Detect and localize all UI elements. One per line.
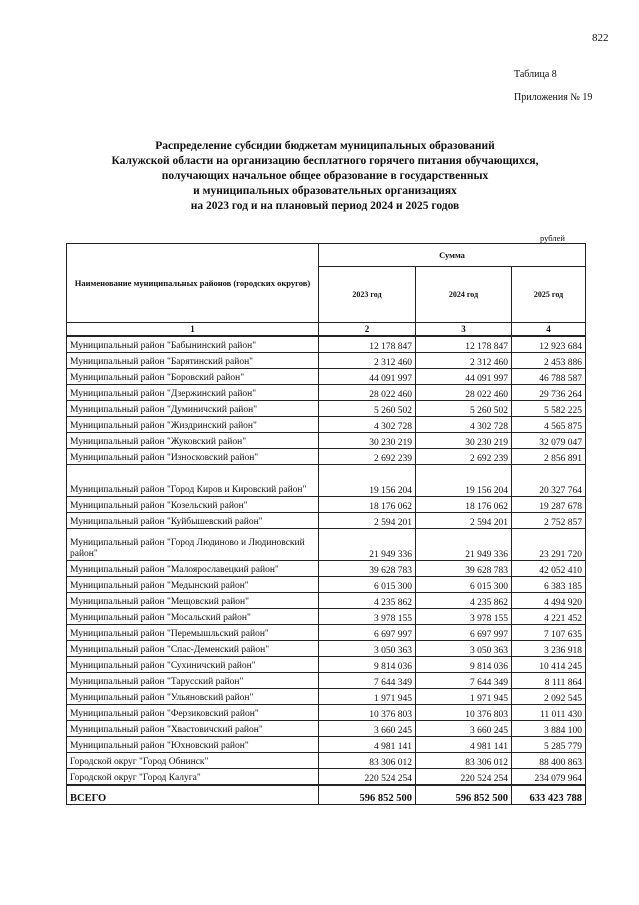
table-row [67, 593, 586, 609]
value-2025: 5 285 779 [512, 737, 586, 753]
row-name: Городской округ "Город Калуга" [67, 769, 319, 786]
table-row [67, 449, 586, 465]
column-number: 3 [416, 323, 512, 337]
value-2025: 12 923 684 [512, 336, 586, 353]
row-name: Муниципальный район "Жиздринский район" [67, 417, 319, 433]
row-name: Муниципальный район "Износковский район" [67, 449, 319, 465]
title-line: Распределение субсидии бюджетам муниципальных образований [155, 140, 495, 152]
table-row [67, 336, 586, 353]
table-row [67, 753, 586, 769]
row-name: Муниципальный район "Город Киров и Кировский район" [67, 465, 319, 497]
value-2024: 6 015 300 [416, 577, 512, 593]
row-name: Муниципальный район "Медынский район" [67, 577, 319, 593]
table-row [67, 689, 586, 705]
table-row [67, 353, 586, 369]
value-2023: 4 235 862 [319, 593, 416, 609]
value-2023: 220 524 254 [319, 769, 416, 786]
value-2023: 2 692 239 [319, 449, 416, 465]
row-name: Муниципальный район "Дзержинский район" [67, 385, 319, 401]
table-row [67, 705, 586, 721]
title-line: и муниципальных образовательных организациях [193, 185, 457, 197]
column-number: 4 [512, 323, 586, 337]
row-name: Муниципальный район "Бабынинский район" [67, 336, 319, 353]
value-2024: 2 594 201 [416, 513, 512, 529]
total-row [67, 785, 586, 805]
value-2025: 19 287 678 [512, 497, 586, 513]
column-number: 1 [67, 323, 319, 337]
table-row [67, 561, 586, 577]
value-2025: 2 453 886 [512, 353, 586, 369]
value-2023: 18 176 062 [319, 497, 416, 513]
value-2025: 3 236 918 [512, 641, 586, 657]
value-2023: 44 091 997 [319, 369, 416, 385]
value-2025: 29 736 264 [512, 385, 586, 401]
table-row [67, 513, 586, 529]
value-2024: 83 306 012 [416, 753, 512, 769]
row-name: Муниципальный район "Юхновский район" [67, 737, 319, 753]
value-2025: 32 079 047 [512, 433, 586, 449]
document-title [60, 139, 590, 214]
value-2024: 7 644 349 [416, 673, 512, 689]
value-2024: 2 692 239 [416, 449, 512, 465]
value-2025: 7 107 635 [512, 625, 586, 641]
value-2024: 4 302 728 [416, 417, 512, 433]
row-name: Муниципальный район "Мосальский район" [67, 609, 319, 625]
header-2024: 2024 год [416, 267, 512, 323]
title-line: Калужской области на организацию бесплатного горячего питания обучающихся, [111, 155, 539, 167]
row-name: Муниципальный район "Думиничский район" [67, 401, 319, 417]
table-row [67, 369, 586, 385]
value-2024: 1 971 945 [416, 689, 512, 705]
value-2025: 234 079 964 [512, 769, 586, 786]
value-2025: 5 582 225 [512, 401, 586, 417]
table-row [67, 641, 586, 657]
value-2024: 18 176 062 [416, 497, 512, 513]
value-2024: 2 312 460 [416, 353, 512, 369]
value-2024: 4 235 862 [416, 593, 512, 609]
row-name: Муниципальный район "Спас-Деменский район" [67, 641, 319, 657]
value-2024: 44 091 997 [416, 369, 512, 385]
value-2023: 19 156 204 [319, 465, 416, 497]
header-sum: Сумма [319, 244, 586, 267]
value-2025: 8 111 864 [512, 673, 586, 689]
value-2025: 46 788 587 [512, 369, 586, 385]
row-name: Муниципальный район "Ферзиковский район" [67, 705, 319, 721]
value-2024: 3 660 245 [416, 721, 512, 737]
table-row [67, 721, 586, 737]
value-2023: 83 306 012 [319, 753, 416, 769]
value-2023: 4 302 728 [319, 417, 416, 433]
value-2024: 5 260 502 [416, 401, 512, 417]
value-2024: 19 156 204 [416, 465, 512, 497]
value-2025: 2 752 857 [512, 513, 586, 529]
value-2024: 220 524 254 [416, 769, 512, 786]
row-name: Муниципальный район "Ульяновский район" [67, 689, 319, 705]
table-row [67, 577, 586, 593]
row-name: ВСЕГО [67, 785, 319, 805]
row-name: Муниципальный район "Козельский район" [67, 497, 319, 513]
table-row [67, 609, 586, 625]
row-name: Муниципальный район "Тарусский район" [67, 673, 319, 689]
value-2024: 28 022 460 [416, 385, 512, 401]
row-name: Муниципальный район "Сухиничский район" [67, 657, 319, 673]
row-name: Муниципальный район "Город Людиново и Людиновский район" [67, 529, 319, 561]
value-2024: 3 050 363 [416, 641, 512, 657]
table-row [67, 385, 586, 401]
value-2025: 4 221 452 [512, 609, 586, 625]
table-row [67, 497, 586, 513]
value-2024: 21 949 336 [416, 529, 512, 561]
row-name: Муниципальный район "Жуковский район" [67, 433, 319, 449]
table-row [67, 417, 586, 433]
table-row [67, 465, 586, 497]
table-body [67, 336, 586, 805]
table-row [67, 625, 586, 641]
row-name: Муниципальный район "Хвастовичский район" [67, 721, 319, 737]
value-2024: 30 230 219 [416, 433, 512, 449]
header-name: Наименование муниципальных районов (городских округов) [67, 244, 319, 323]
value-2024: 4 981 141 [416, 737, 512, 753]
table-label: Таблица 8 [514, 69, 557, 80]
value-2023: 3 978 155 [319, 609, 416, 625]
table-row [67, 657, 586, 673]
value-2023: 12 178 847 [319, 336, 416, 353]
value-2025: 23 291 720 [512, 529, 586, 561]
value-2023: 7 644 349 [319, 673, 416, 689]
page-number: 822 [592, 32, 609, 44]
row-name: Городской округ "Город Обнинск" [67, 753, 319, 769]
row-name: Муниципальный район "Барятинский район" [67, 353, 319, 369]
value-2025: 88 400 863 [512, 753, 586, 769]
value-2025: 633 423 788 [512, 785, 586, 805]
value-2023: 30 230 219 [319, 433, 416, 449]
row-name: Муниципальный район "Мещовский район" [67, 593, 319, 609]
value-2024: 10 376 803 [416, 705, 512, 721]
title-line: получающих начальное общее образование в государственных [161, 170, 489, 182]
value-2025: 20 327 764 [512, 465, 586, 497]
table-row [67, 529, 586, 561]
row-name: Муниципальный район "Куйбышевский район" [67, 513, 319, 529]
value-2024: 3 978 155 [416, 609, 512, 625]
value-2023: 6 697 997 [319, 625, 416, 641]
value-2025: 6 383 185 [512, 577, 586, 593]
header-2025: 2025 год [512, 267, 586, 323]
value-2023: 28 022 460 [319, 385, 416, 401]
value-2023: 3 050 363 [319, 641, 416, 657]
value-2023: 5 260 502 [319, 401, 416, 417]
table-row [67, 737, 586, 753]
value-2025: 4 565 875 [512, 417, 586, 433]
value-2023: 21 949 336 [319, 529, 416, 561]
value-2023: 10 376 803 [319, 705, 416, 721]
row-name: Муниципальный район "Перемышльский район" [67, 625, 319, 641]
value-2025: 4 494 920 [512, 593, 586, 609]
value-2025: 2 856 891 [512, 449, 586, 465]
subsidy-table [66, 243, 586, 805]
value-2023: 9 814 036 [319, 657, 416, 673]
value-2024: 39 628 783 [416, 561, 512, 577]
value-2024: 6 697 997 [416, 625, 512, 641]
table-row [67, 673, 586, 689]
appendix-label: Приложения № 19 [514, 92, 593, 103]
value-2023: 3 660 245 [319, 721, 416, 737]
value-2023: 2 594 201 [319, 513, 416, 529]
table-row [67, 433, 586, 449]
value-2024: 596 852 500 [416, 785, 512, 805]
row-name: Муниципальный район "Малоярославецкий район" [67, 561, 319, 577]
value-2025: 2 092 545 [512, 689, 586, 705]
value-2023: 6 015 300 [319, 577, 416, 593]
value-2024: 12 178 847 [416, 336, 512, 353]
value-2023: 2 312 460 [319, 353, 416, 369]
table-row [67, 769, 586, 786]
value-2025: 11 011 430 [512, 705, 586, 721]
value-2024: 9 814 036 [416, 657, 512, 673]
title-line: на 2023 год и на плановый период 2024 и 2025 годов [190, 200, 460, 212]
value-2023: 1 971 945 [319, 689, 416, 705]
table-row [67, 401, 586, 417]
row-name: Муниципальный район "Боровский район" [67, 369, 319, 385]
header-2023: 2023 год [319, 267, 416, 323]
units-label: рублей [540, 233, 565, 243]
column-number: 2 [319, 323, 416, 337]
value-2025: 10 414 245 [512, 657, 586, 673]
value-2025: 42 052 410 [512, 561, 586, 577]
value-2023: 4 981 141 [319, 737, 416, 753]
value-2023: 39 628 783 [319, 561, 416, 577]
value-2025: 3 884 100 [512, 721, 586, 737]
value-2023: 596 852 500 [319, 785, 416, 805]
